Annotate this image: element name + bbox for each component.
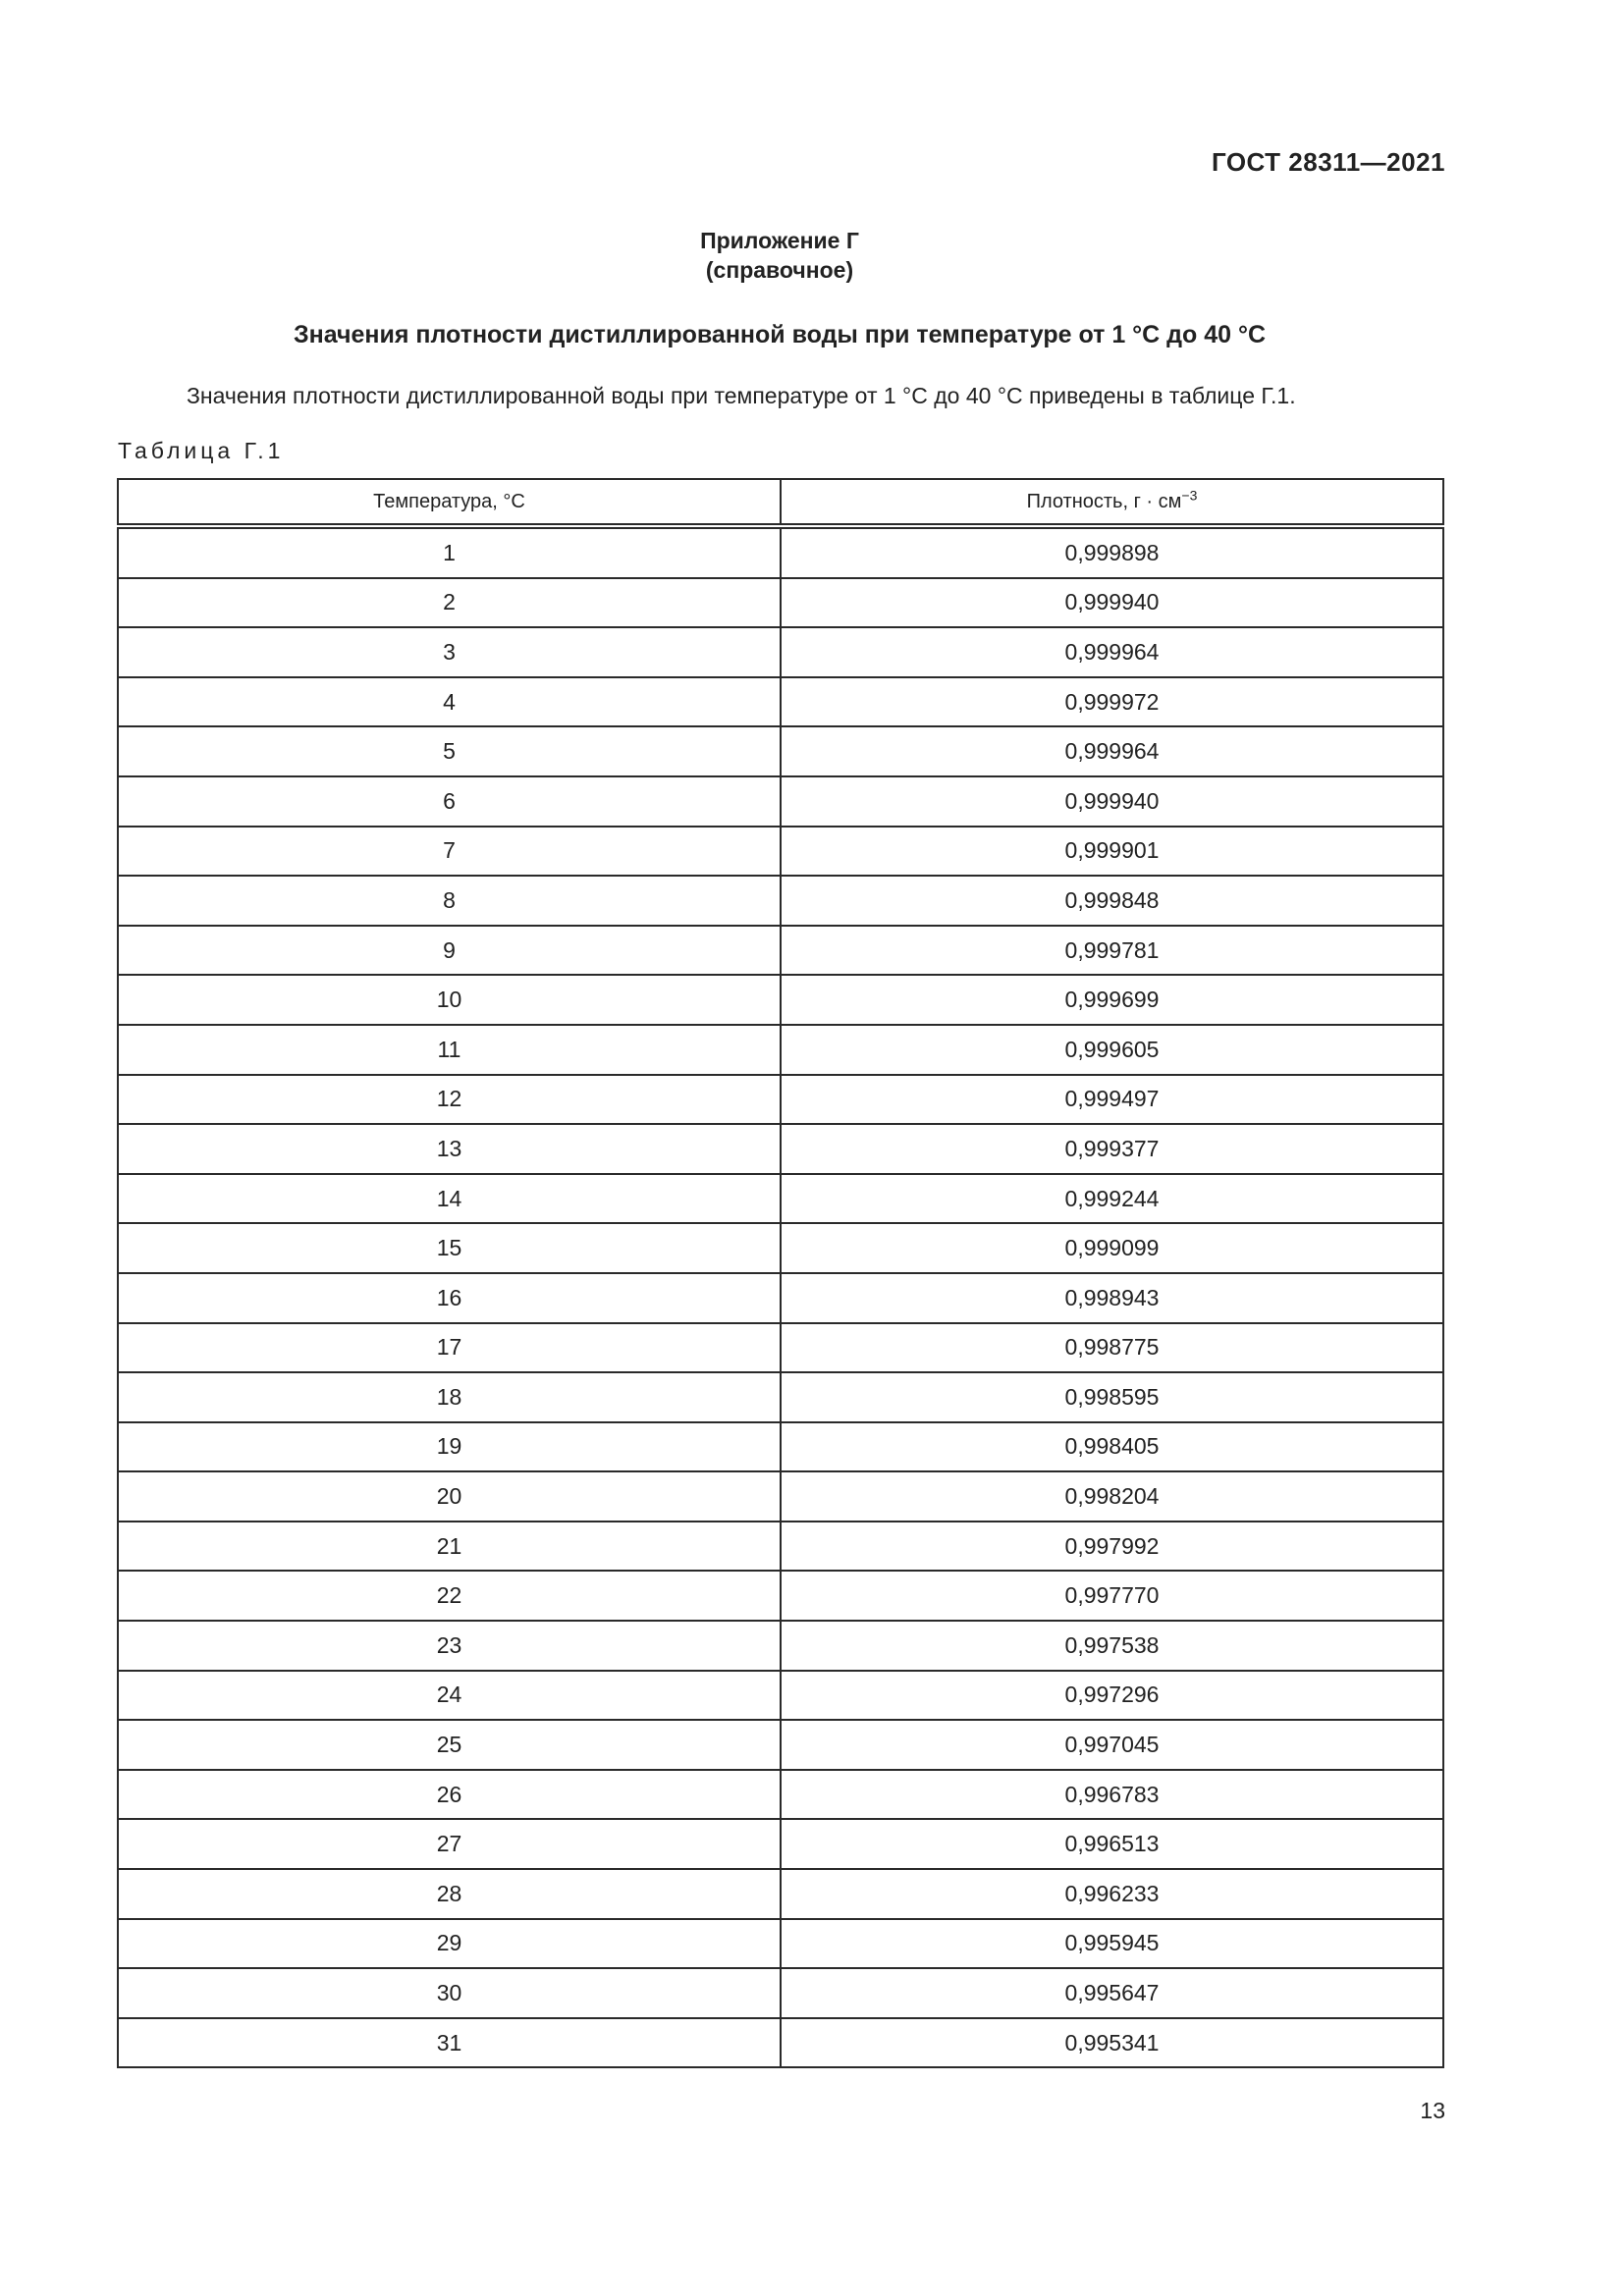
temperature-cell: 31 [118, 2018, 781, 2068]
density-cell: 0,998775 [781, 1323, 1443, 1373]
temperature-cell: 12 [118, 1075, 781, 1125]
temperature-cell: 8 [118, 876, 781, 926]
section-title: Значения плотности дистиллированной воды при температуре от 1 °С до 40 °С [293, 321, 1267, 348]
density-cell: 0,996513 [781, 1819, 1443, 1869]
table-row [118, 1025, 1443, 1075]
density-cell: 0,999964 [781, 726, 1443, 776]
density-cell: 0,999972 [781, 677, 1443, 727]
table-header-row [118, 479, 1443, 526]
temperature-cell: 14 [118, 1174, 781, 1224]
table-row [118, 2018, 1443, 2068]
density-cell: 0,999244 [781, 1174, 1443, 1224]
temperature-cell: 5 [118, 726, 781, 776]
table-row [118, 1621, 1443, 1671]
density-cell: 0,997770 [781, 1571, 1443, 1621]
table-row [118, 1075, 1443, 1125]
header-density-exponent: −3 [1181, 486, 1198, 503]
density-cell: 0,998943 [781, 1273, 1443, 1323]
density-cell: 0,999099 [781, 1223, 1443, 1273]
temperature-cell: 28 [118, 1869, 781, 1919]
temperature-cell: 19 [118, 1422, 781, 1472]
temperature-cell: 2 [118, 578, 781, 628]
table-row [118, 526, 1443, 578]
table-row [118, 578, 1443, 628]
temperature-cell: 22 [118, 1571, 781, 1621]
density-cell: 0,999605 [781, 1025, 1443, 1075]
intro-paragraph: Значения плотности дистиллированной воды при температуре от 1 °С до 40 °С приведены в таблице Г.1. [187, 383, 1296, 408]
table-row [118, 1770, 1443, 1820]
header-density [781, 479, 1443, 526]
temperature-cell: 18 [118, 1372, 781, 1422]
temperature-cell: 29 [118, 1919, 781, 1969]
temperature-cell: 23 [118, 1621, 781, 1671]
table-body [118, 526, 1443, 2067]
header-density-label: Плотность, г · см [1026, 490, 1182, 512]
temperature-cell: 21 [118, 1522, 781, 1572]
temperature-cell: 9 [118, 926, 781, 976]
temperature-cell: 11 [118, 1025, 781, 1075]
density-cell: 0,995647 [781, 1968, 1443, 2018]
temperature-cell: 27 [118, 1819, 781, 1869]
header-temperature: Температура, °С [118, 479, 781, 526]
table-row [118, 1919, 1443, 1969]
table-caption: Таблица Г.1 [118, 438, 285, 463]
density-cell: 0,997538 [781, 1621, 1443, 1671]
density-cell: 0,999848 [781, 876, 1443, 926]
temperature-cell: 20 [118, 1471, 781, 1522]
table-row [118, 1471, 1443, 1522]
temperature-cell: 3 [118, 627, 781, 677]
density-cell: 0,999964 [781, 627, 1443, 677]
density-cell: 0,999940 [781, 776, 1443, 827]
temperature-cell: 17 [118, 1323, 781, 1373]
appendix-heading [0, 226, 1559, 285]
table-row [118, 776, 1443, 827]
table-row [118, 827, 1443, 877]
density-cell: 0,999377 [781, 1124, 1443, 1174]
table-row [118, 1571, 1443, 1621]
density-cell: 0,995945 [781, 1919, 1443, 1969]
table-row [118, 1174, 1443, 1224]
density-cell: 0,998204 [781, 1471, 1443, 1522]
table-row [118, 1372, 1443, 1422]
table-row [118, 1671, 1443, 1721]
table-row [118, 1522, 1443, 1572]
table-row [118, 1422, 1443, 1472]
page-number: 13 [1420, 2098, 1445, 2123]
temperature-cell: 7 [118, 827, 781, 877]
table-row [118, 1273, 1443, 1323]
density-cell: 0,999940 [781, 578, 1443, 628]
table-row [118, 1720, 1443, 1770]
density-cell: 0,997992 [781, 1522, 1443, 1572]
table-row [118, 876, 1443, 926]
table-row [118, 677, 1443, 727]
density-cell: 0,995341 [781, 2018, 1443, 2068]
document-code: ГОСТ 28311—2021 [1211, 147, 1445, 177]
density-cell: 0,996233 [781, 1869, 1443, 1919]
table-row [118, 1223, 1443, 1273]
table-row [118, 1124, 1443, 1174]
temperature-cell: 10 [118, 975, 781, 1025]
temperature-cell: 16 [118, 1273, 781, 1323]
temperature-cell: 6 [118, 776, 781, 827]
table-row [118, 1869, 1443, 1919]
density-cell: 0,997045 [781, 1720, 1443, 1770]
temperature-cell: 4 [118, 677, 781, 727]
density-cell: 0,999901 [781, 827, 1443, 877]
table-row [118, 926, 1443, 976]
table-row [118, 1968, 1443, 2018]
temperature-cell: 1 [118, 526, 781, 578]
density-table [117, 478, 1444, 2068]
density-cell: 0,999497 [781, 1075, 1443, 1125]
temperature-cell: 13 [118, 1124, 781, 1174]
density-cell: 0,999781 [781, 926, 1443, 976]
temperature-cell: 24 [118, 1671, 781, 1721]
appendix-title: Приложение Г [700, 228, 859, 253]
temperature-cell: 30 [118, 1968, 781, 2018]
density-cell: 0,997296 [781, 1671, 1443, 1721]
density-cell: 0,996783 [781, 1770, 1443, 1820]
table-row [118, 1323, 1443, 1373]
table-row [118, 1819, 1443, 1869]
density-cell: 0,999898 [781, 526, 1443, 578]
density-cell: 0,999699 [781, 975, 1443, 1025]
appendix-subtitle: (справочное) [705, 257, 854, 283]
temperature-cell: 25 [118, 1720, 781, 1770]
density-table-container [117, 478, 1444, 2068]
table-row [118, 627, 1443, 677]
table-row [118, 975, 1443, 1025]
table-row [118, 726, 1443, 776]
temperature-cell: 26 [118, 1770, 781, 1820]
density-cell: 0,998405 [781, 1422, 1443, 1472]
temperature-cell: 15 [118, 1223, 781, 1273]
density-cell: 0,998595 [781, 1372, 1443, 1422]
